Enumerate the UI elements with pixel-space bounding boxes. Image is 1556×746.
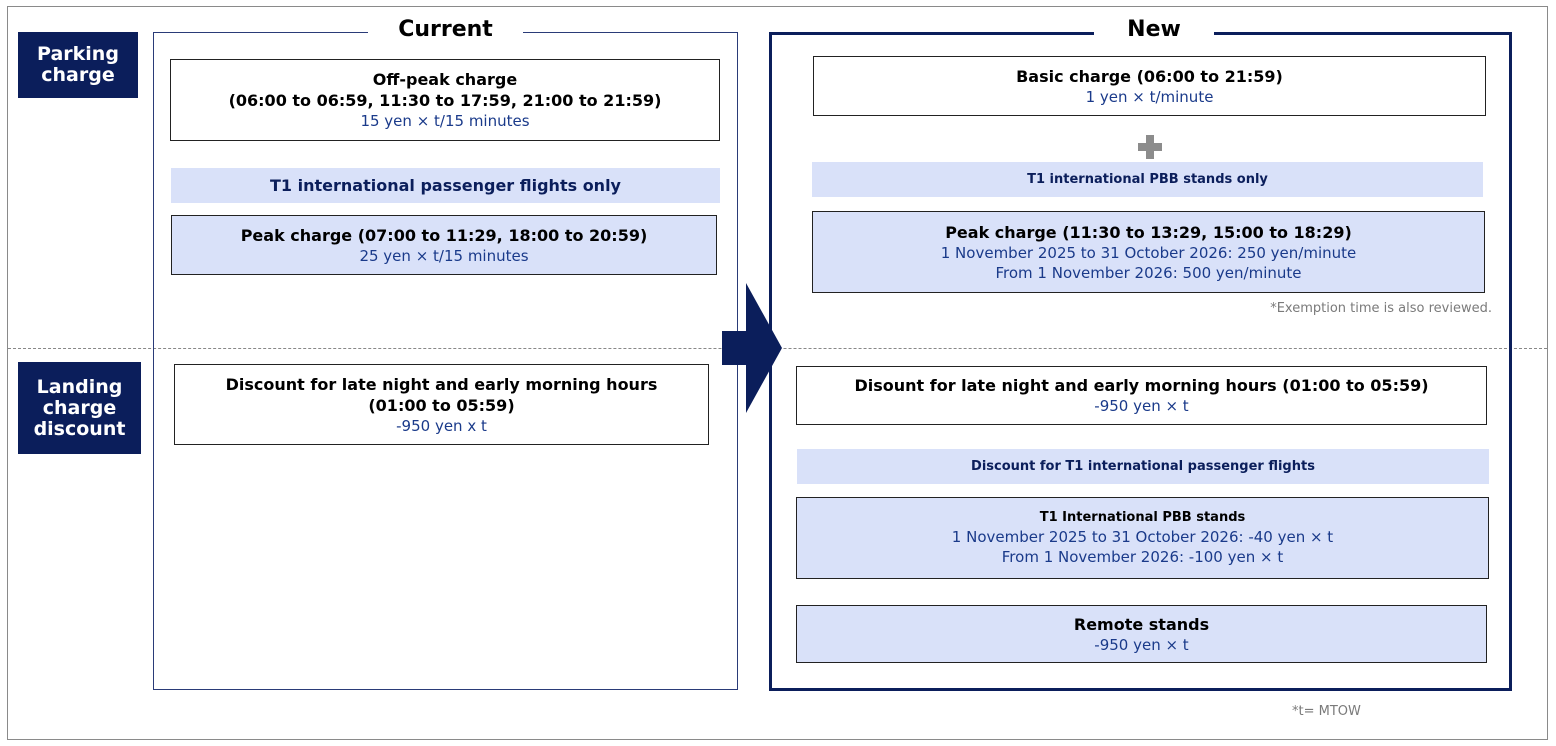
new-peak-title: Peak charge (11:30 to 13:29, 15:00 to 18:29) (945, 222, 1352, 242)
pbb-stands-title: T1 International PBB stands (1039, 510, 1246, 525)
new-discount-box (796, 366, 1487, 425)
offpeak-charge-box (170, 59, 720, 141)
basic-charge-box (813, 56, 1486, 116)
current-discount-rate: -950 yen x t (396, 416, 487, 435)
current-title: Current (368, 17, 523, 43)
basic-charge-title: Basic charge (06:00 to 21:59) (1016, 66, 1283, 86)
new-title: New (1094, 17, 1214, 43)
current-discount-box (174, 364, 709, 445)
pbb-stands-line2: From 1 November 2026: -100 yen × t (1001, 548, 1284, 566)
offpeak-hours: (06:00 to 06:59, 11:30 to 17:59, 21:00 to 21:59) (228, 91, 662, 110)
current-discount-title: Discount for late night and early morning hours (225, 374, 658, 394)
current-peak-title: Peak charge (07:00 to 11:29, 18:00 to 20:59) (240, 225, 648, 245)
mtow-footnote: *t= MTOW (1292, 704, 1361, 719)
current-discount-hours: (01:00 to 05:59) (368, 395, 515, 415)
remote-stands-box (796, 605, 1487, 663)
current-t1-band: T1 international passenger flights only (171, 168, 720, 203)
new-peak-line2: From 1 November 2026: 500 yen/minute (995, 263, 1302, 282)
current-peak-charge-box (171, 215, 717, 275)
basic-charge-rate: 1 yen × t/minute (1085, 87, 1214, 106)
remote-stands-rate: -950 yen × t (1094, 635, 1189, 654)
new-peak-line1: 1 November 2025 to 31 October 2026: 250 yen/minute (940, 243, 1357, 262)
new-discount-rate: -950 yen × t (1094, 397, 1189, 415)
current-peak-rate: 25 yen × t/15 minutes (359, 246, 529, 265)
new-discount-title: Disount for late night and early morning hours (01:00 to 05:59) (854, 376, 1429, 395)
plus-icon (1138, 135, 1162, 159)
offpeak-rate: 15 yen × t/15 minutes (360, 112, 530, 130)
parking-charge-label: Parking charge (18, 32, 138, 98)
pbb-stands-band: T1 international PBB stands only (812, 162, 1483, 197)
pbb-stands-line1: 1 November 2025 to 31 October 2026: -40 yen × t (951, 528, 1334, 546)
exemption-note: *Exemption time is also reviewed. (1270, 301, 1492, 316)
new-panel (769, 32, 1512, 691)
remote-stands-title: Remote stands (1073, 614, 1210, 634)
new-peak-charge-box (812, 211, 1485, 293)
landing-charge-discount-label: Landing charge discount (18, 362, 141, 454)
offpeak-title: Off-peak charge (372, 70, 518, 89)
t1-discount-band: Discount for T1 international passenger flights (797, 449, 1489, 484)
pbb-stands-box (796, 497, 1489, 579)
